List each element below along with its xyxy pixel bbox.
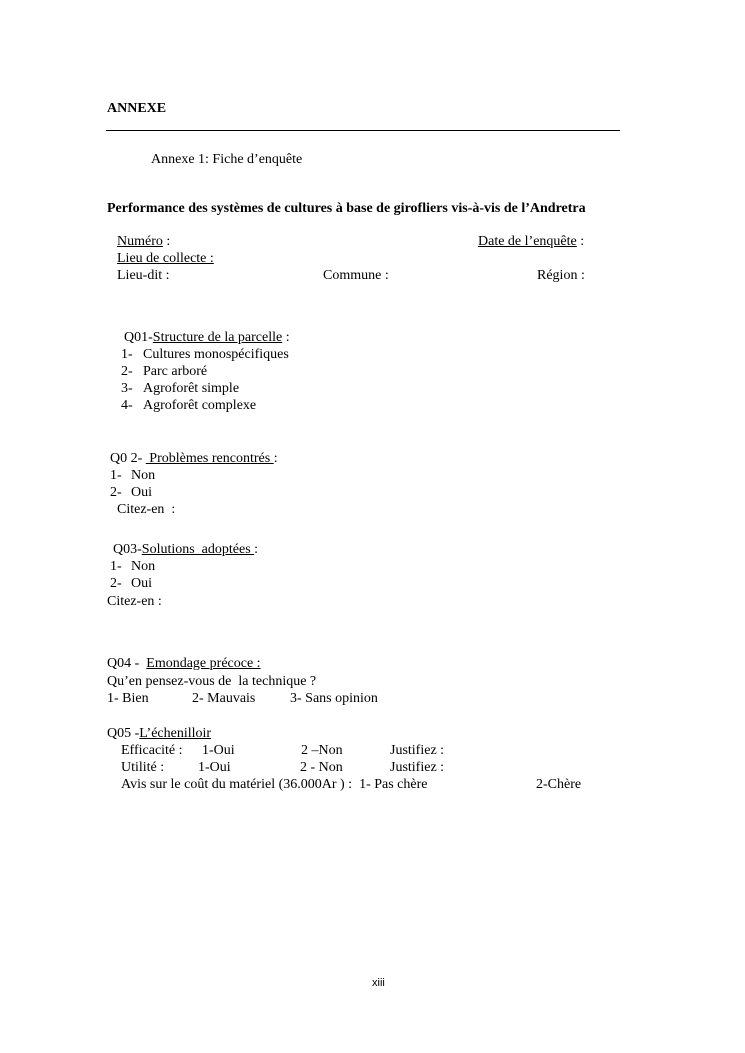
q03-colon: :: [254, 542, 259, 557]
q01-heading: [124, 330, 290, 346]
q01-option-num: 4-: [121, 398, 133, 413]
q03-option-label: Non: [131, 559, 156, 574]
q01-colon: :: [282, 330, 290, 345]
date-field: [478, 234, 584, 250]
q05-efficacite-label: Efficacité :: [121, 743, 183, 758]
q02-option-num: 1-: [110, 468, 122, 483]
q05-utilite-oui: 1-Oui: [198, 760, 231, 775]
q05-cout-label: Avis sur le coût du matériel (36.000Ar ) : 1- Pas chère: [121, 777, 428, 792]
q03-option-label: Oui: [131, 576, 152, 591]
q01-option-label: Agroforêt complexe: [143, 398, 257, 413]
q04-heading: [107, 656, 261, 672]
lieu-dit-label: Lieu-dit :: [117, 268, 170, 283]
q04-answer: 3- Sans opinion: [290, 691, 378, 706]
title-divider: [106, 130, 620, 131]
q04-prefix: Q04 -: [107, 656, 147, 671]
q01-title: Structure de la parcelle: [152, 330, 283, 345]
q05-prefix: Q05 -: [107, 726, 140, 741]
q02-title: Problèmes rencontrés: [145, 451, 274, 466]
page-number: xiii: [372, 977, 385, 989]
q04-title: Emondage précoce :: [146, 656, 261, 671]
q01-option-num: 1-: [121, 347, 133, 362]
q01-option-label: Agroforêt simple: [143, 381, 240, 396]
q02-option-label: Non: [131, 468, 156, 483]
q02-option-label: Oui: [131, 485, 152, 500]
q03-option-num: 1-: [110, 559, 122, 574]
q05-efficacite-oui: 1-Oui: [202, 743, 235, 758]
q02-prefix: Q0 2-: [110, 451, 146, 466]
q01-prefix: Q01-: [124, 330, 153, 345]
survey-title: Performance des systèmes de cultures à base de girofliers vis-à-vis de l’Andretra: [107, 201, 586, 216]
numero-field: [117, 234, 170, 250]
section-title: ANNEXE: [107, 101, 167, 116]
commune-label: Commune :: [323, 268, 389, 283]
q04-question: Qu’en pensez-vous de la technique ?: [107, 674, 317, 689]
q03-citez: Citez-en :: [107, 594, 162, 609]
q05-title: L’échenilloir: [139, 726, 212, 741]
q01-option-label: Cultures monospécifiques: [143, 347, 289, 362]
date-colon: :: [576, 234, 585, 249]
q04-answer: 2- Mauvais: [192, 691, 256, 706]
q05-cout-opt2: 2-Chère: [536, 777, 582, 792]
q05-utilite-non: 2 - Non: [300, 760, 343, 775]
q05-utilite-label: Utilité :: [121, 760, 165, 775]
q05-efficacite-non: 2 –Non: [301, 743, 343, 758]
q02-citez: Citez-en :: [117, 502, 176, 517]
region-label: Région :: [537, 268, 585, 283]
q03-title: Solutions adoptées: [141, 542, 255, 557]
q03-prefix: Q03-: [113, 542, 142, 557]
q01-option-num: 3-: [121, 381, 133, 396]
q02-colon: :: [273, 451, 278, 466]
q03-heading: [113, 542, 258, 558]
q05-utilite-justifiez: Justifiez :: [390, 760, 445, 775]
q02-option-num: 2-: [110, 485, 122, 500]
annex-subtitle: Annexe 1: Fiche d’enquête: [151, 152, 303, 167]
q03-option-num: 2-: [110, 576, 122, 591]
lieu-collecte-label: Lieu de collecte :: [117, 251, 214, 266]
q04-answer: 1- Bien: [107, 691, 149, 706]
q05-efficacite-justifiez: Justifiez :: [390, 743, 445, 758]
numero-label: Numéro: [117, 234, 163, 249]
q02-heading: [110, 451, 278, 467]
q01-option-num: 2-: [121, 364, 133, 379]
date-label: Date de l’enquête: [478, 234, 577, 249]
q05-heading: [107, 726, 211, 742]
q01-option-label: Parc arboré: [143, 364, 208, 379]
numero-colon: :: [162, 234, 171, 249]
